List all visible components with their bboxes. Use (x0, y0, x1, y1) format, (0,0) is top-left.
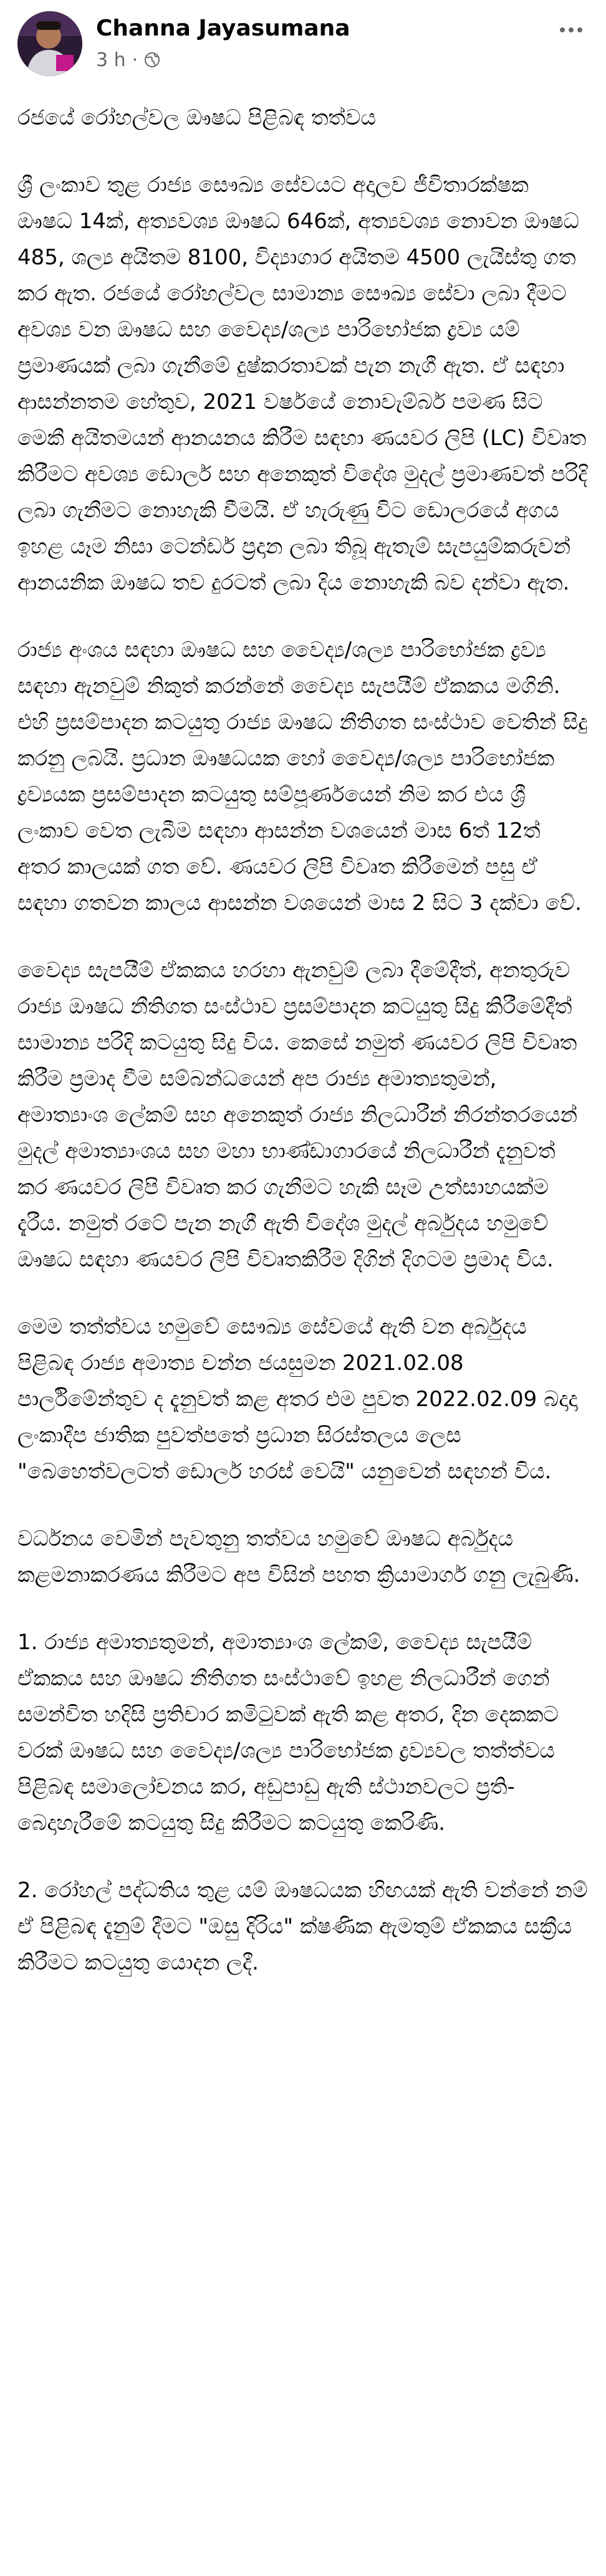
post-paragraph: රාජ්‍ය අංශය සඳහා ඖෂධ සහ වෛද්‍ය/ශල්‍ය පාරිභෝජක ද්‍රව්‍ය සඳහා ඇනවුම් නිකුත් කරන්නේ වෛද්‍ය සැපයීම් ඒකකය මගිනි. එහි ප්‍රසම්පාදන කටයුතු රාජ්‍ය ඖෂධ නීතිගත සංස්ථාව වෙතින් සිදු කරනු ලබයි. ප්‍රධාන ඖෂධයක හෝ වෛද්‍ය/ශල්‍ය පාරිභෝජක ද්‍රව්‍යයක ප්‍රසම්පාදන කටයුතු සම්පූර්ණයෙන් නිම කර එය ශ්‍රී ලංකාව වෙත ලැබීම සඳහා ආසන්න වශයෙන් මාස 6ත් 12ත් අතර කාලයක් ගත වේ. ණයවර ලිපි විවෘත කිරීමෙන් පසු ඒ සඳහා ගතවන කාලය ආසන්න වශයෙන් මාස 2 සිට 3 දක්වා වේ. (17, 638, 588, 916)
post-timestamp[interactable]: 3 h (96, 49, 126, 71)
dot-icon (569, 27, 574, 32)
globe-icon[interactable] (144, 52, 160, 68)
post-header (17, 11, 589, 80)
post-paragraph: වර්ධනය වෙමින් පැවතුනු තත්වය හමුවේ ඖෂධ අර්බුදය කළමනාකරණය කිරීමට අප විසින් පහත ක්‍රියාමාර්ග ගනු ලැබුණි. (17, 1526, 580, 1587)
post-list-item: 1. රාජ්‍ය අමාත්‍යතුමන්, අමාත්‍යාංශ ලේකම්, වෛද්‍ය සැපයීම් ඒකකය සහ ඖෂධ නීතිගත සංස්ථාවේ ඉහළ නිලධාරීන් ගෙන් සමන්විත හදිසි ප්‍රතිචාර කමිටුවක් ඇති කළ අතර, දින දෙකකට වරක් ඖෂධ සහ වෛද්‍ය/ශල්‍ය පාරිභෝජක ද්‍රව්‍යවල තත්ත්වය පිළිබඳ සමාලෝචනය කර, අඩුපාඩු ඇති ස්ථානවලට ප්‍රති-බෙදාහැරීමේ කටයුතු සිදු කිරීමට කටයුතු කෙරිණි. (17, 1630, 559, 1836)
author-name[interactable]: Channa Jayasumana (96, 16, 350, 41)
post-title-paragraph: රජයේ රෝහල්වල ඖෂධ පිළිබඳ තත්වය (17, 105, 377, 130)
post-body (17, 100, 589, 2012)
post-list-item: 2. රෝහල් පද්ධතිය තුළ යම් ඖෂධයක හිඟයක් ඇති වන්නේ නම් ඒ පිළිබඳ දැනුම් දීමට "ඔසු දිරිය" ක්ෂණික ඇමතුම් ඒකකය සක්‍රීය කිරීමට කටයුතු යොදන ලදී. (17, 1878, 588, 1975)
dot-icon (560, 27, 565, 32)
post-paragraph: මෙම තත්ත්වය හමුවේ සෞඛ්‍ය සේවයේ ඇති වන අර්බුදය පිළිබඳ රාජ්‍ය අමාත්‍ය චන්න ජයසුමන 2021.02.08 පාර්ලිමේන්තුව ද දැනුවත් කළ අතර එම පුවත 2022.02.09 බදාදා ලංකාදීප ජාතික පුවත්පතේ ප්‍රධාන සිරස්තලය ලෙස "බෙහෙත්වලටත් ඩොලර් හරස් වෙයි" යනුවෙන් සඳහන් විය. (17, 1314, 578, 1484)
avatar-image (17, 11, 82, 76)
author-avatar[interactable] (17, 11, 82, 76)
post-paragraph: ශ්‍රී ලංකාව තුළ රාජ්‍ය සෞඛ්‍ය සේවයට අදාලව ජීවිතාරක්ෂක ඖෂධ 14ක්, අත්‍යවශ්‍ය ඖෂධ 646ක්, අත්‍යවශ්‍ය නොවන ඖෂධ 485, ශල්‍ය අයිතම 8100, විද්‍යාගාර අයිතම 4500 ලැයිස්තු ගත කර ඇත. රජයේ රෝහල්වල සාමාන්‍ය සෞඛ්‍ය සේවා ලබා දීමට අවශ්‍ය වන ඖෂධ සහ වෛද්‍ය/ශල්‍ය පාරිභෝජක ද්‍රව්‍ය යම් ප්‍රමාණයක් ලබා ගැනීමේ දුෂ්කරතාවක් පැන නැගී ඇත. ඒ සඳහා ආසන්නතම හේතුව, 2021 වර්ෂයේ නොවැම්බර් පමණ සිට මෙකී අයිතමයන් ආනයනය කිරීම සඳහා ණයවර ලිපි (LC) විවෘත කිරීමට අවශ්‍ය ඩොලර් සහ අනෙකුත් විදේශ මුදල් ප්‍රමාණවත් පරිදි ලබා ගැනීමට නොහැකි වීමයි. ඒ හැරුණු විට ඩොලරයේ අගය ඉහළ යෑම නිසා ටෙන්ඩර් ප්‍රදාන ලබා තිබූ ඇතැම් සැපයුම්කරුවන් ආනයනික ඖෂධ තව දුරටත් ලබා දිය නොහැකි බව දන්වා ඇත. (17, 173, 588, 595)
post-paragraph: වෛද්‍ය සැපයීම් ඒකකය හරහා ඇනවුම් ලබා දීමේදීත්, අනතුරුව රාජ්‍ය ඖෂධ නීතිගත සංස්ථාව ප්‍රසම්පාදන කටයුතු සිදු කිරීමේදීත් සාමාන්‍ය පරිදි කටයුතු සිදු විය. කෙසේ නමුත් ණයවර ලිපි විවෘත කිරීම ප්‍රමාද වීම සම්බන්ධයෙන් අප රාජ්‍ය අමාත්‍යතුමන්, අමාත්‍යාංශ ලේකම් සහ අනෙකුත් රාජ්‍ය නිලධාරීන් නිරන්තරයෙන් මුදල් අමාත්‍යාංශය සහ මහා භාණ්ඩාගාරයේ නිලධාරීන් දැනුවත් කර ණයවර ලිපි විවෘත කර ගැනීමට හැකි සෑම උත්සාහයක්ම දැරීය. නමුත් රටේ පැන නැගී ඇති විදේශ මුදල් අර්බුදය හමුවේ ඖෂධ සඳහා ණයවර ලිපි විවෘතකිරීම දිගින් දිගටම ප්‍රමාද විය. (17, 958, 578, 1272)
dot-icon (577, 27, 582, 32)
meta-separator: · (132, 49, 138, 71)
more-options-icon[interactable] (554, 17, 589, 42)
post-meta (96, 47, 160, 72)
